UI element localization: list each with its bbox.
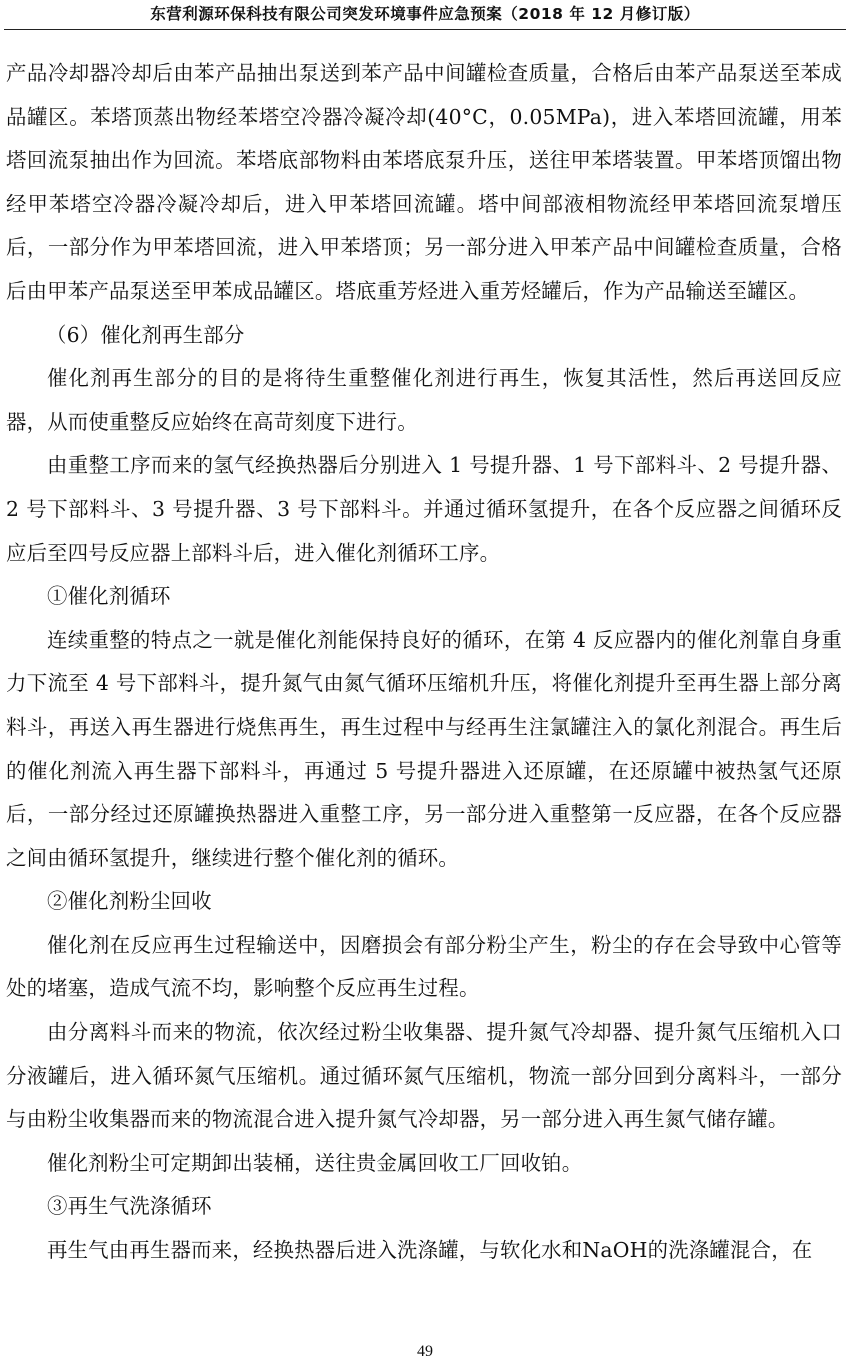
subheading-dust-recovery: ②催化剂粉尘回收 [47,889,212,914]
paragraph-dust-flow: 由分离料斗而来的物流，依次经过粉尘收集器、提升氮气冷却器、提升氮气压缩机入口分液罐后，进入循环氮气压缩机。通过循环氮气压缩机，物流一部分回到分离料斗，一部分与由粉尘收集器而来的物流混合进入提升氮气冷却器，另一部分进入再生氮气储存罐。 [6,1020,842,1132]
paragraph-dust-disposal: 催化剂粉尘可定期卸出装桶，送往贵金属回收工厂回收铂。 [47,1150,583,1175]
document-body [6,52,842,1273]
paragraph-benzene-process: 产品冷却器冷却后由苯产品抽出泵送到苯产品中间罐检查质量，合格后由苯产品泵送至苯成品罐区。苯塔顶蒸出物经苯塔空冷器冷凝冷却(40°C，0.05MPa)，进入苯塔回流罐，用苯塔回流泵抽出作为回流。苯塔底部物料由苯塔底泵升压，送往甲苯塔装置。甲苯塔顶馏出物经甲苯塔空冷器冷凝冷却后，进入甲苯塔回流罐。塔中间部液相物流经甲苯塔回流泵增压后，一部分作为甲苯塔回流，进入甲苯塔顶；另一部分进入甲苯产品中间罐检查质量，合格后由甲苯产品泵送至甲苯成品罐区。塔底重芳烃进入重芳烃罐后，作为产品输送至罐区。 [6,61,842,303]
subheading-gas-washing: ③再生气洗涤循环 [47,1194,212,1219]
paragraph-dust-cause: 催化剂在反应再生过程输送中，因磨损会有部分粉尘产生，粉尘的存在会导致中心管等处的堵塞，造成气流不均，影响整个反应再生过程。 [6,932,842,1001]
subheading-catalyst-circulation: ①催化剂循环 [47,584,171,609]
paragraph-catalyst-circulation: 连续重整的特点之一就是催化剂能保持良好的循环，在第 4 反应器内的催化剂靠自身重力下流至 4 号下部料斗，提升氮气由氮气循环压缩机升压，将催化剂提升至再生器上部分离料斗，再送入再生器进行烧焦再生，再生过程中与经再生注氯罐注入的氯化剂混合。再生后的催化剂流入再生器下部料斗，再通过 5 号提升器进入还原罐，在还原罐中被热氢气还原后，一部分经过还原罐换热器进入重整工序，另一部分进入重整第一反应器，在各个反应器之间由循环氢提升，继续进行整个催化剂的循环。 [6,627,842,870]
page-header: 东营利源环保科技有限公司突发环境事件应急预案（2018 年 12 月修订版） [150,5,700,23]
paragraph-gas-washing: 再生气由再生器而来，经换热器后进入洗涤罐，与软化水和NaOH的洗涤罐混合，在 [47,1238,813,1263]
paragraph-regeneration-purpose: 催化剂再生部分的目的是将待生重整催化剂进行再生，恢复其活性，然后再送回反应器，从而使重整反应始终在高苛刻度下进行。 [6,366,842,434]
paragraph-hydrogen-flow: 由重整工序而来的氢气经换热器后分别进入 1 号提升器、1 号下部料斗、2 号提升器、2 号下部料斗、3 号提升器、3 号下部料斗。并通过循环氢提升，在各个反应器之间循环反应后至四号反应器上部料斗后，进入催化剂循环工序。 [6,453,842,565]
page-number: 49 [417,1343,433,1360]
section-heading-catalyst-regeneration: （6）催化剂再生部分 [46,322,245,347]
header-rule [4,29,846,30]
